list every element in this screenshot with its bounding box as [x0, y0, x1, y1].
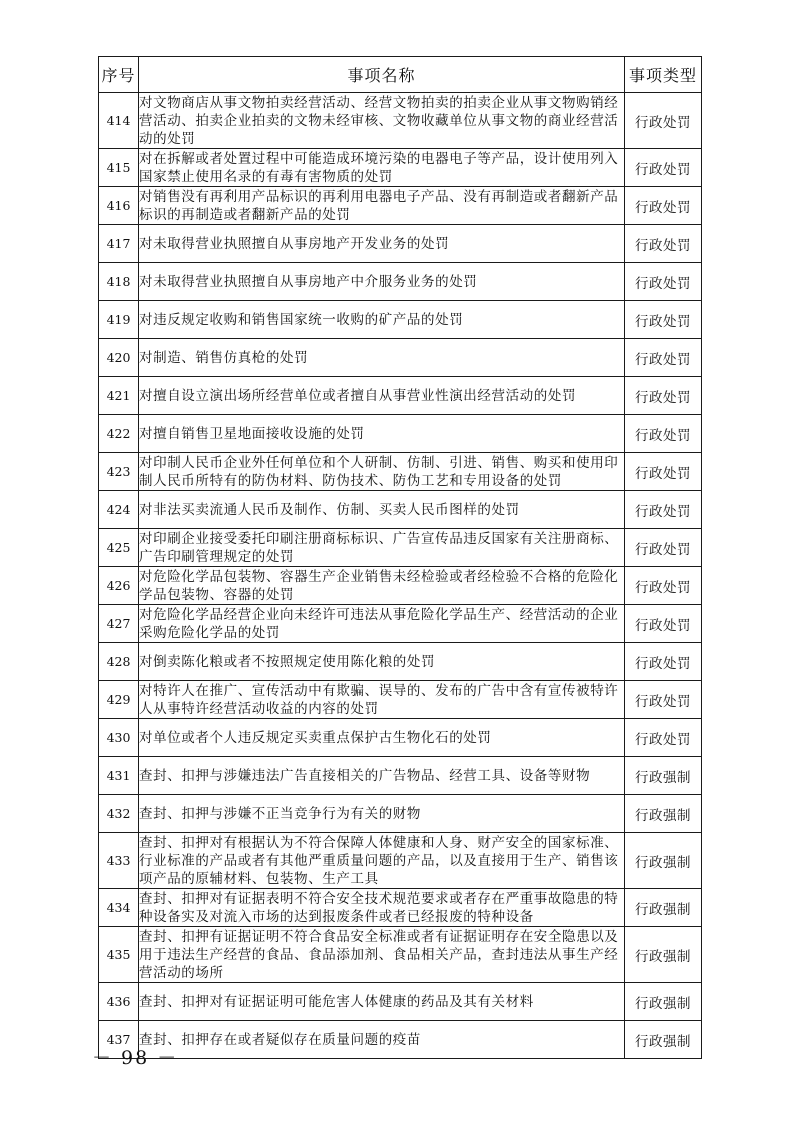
row-number: 434: [99, 889, 139, 927]
table-row: [99, 567, 702, 605]
item-type: 行政强制: [625, 1021, 702, 1059]
table-row: [99, 225, 702, 263]
row-number: 428: [99, 643, 139, 681]
item-name: 查封、扣押对有证据证明可能危害人体健康的药品及其有关材料: [139, 983, 625, 1021]
item-name: 对未取得营业执照擅自从事房地产开发业务的处罚: [139, 225, 625, 263]
row-number: 417: [99, 225, 139, 263]
table-row: [99, 263, 702, 301]
table-row: [99, 149, 702, 187]
item-name: 查封、扣押有证据证明不符合食品安全标准或者有证据证明存在安全隐患以及用于违法生产经营的食品、食品添加剂、食品相关产品，查封违法从事生产经营活动的场所: [139, 927, 625, 983]
item-type: 行政强制: [625, 983, 702, 1021]
table-row: [99, 339, 702, 377]
table-row: [99, 833, 702, 889]
table-row: [99, 605, 702, 643]
item-type: 行政处罚: [625, 339, 702, 377]
item-name: 查封、扣押与涉嫌违法广告直接相关的广告物品、经营工具、设备等财物: [139, 757, 625, 795]
table-row: [99, 681, 702, 719]
row-number: 423: [99, 453, 139, 491]
row-number: 437: [99, 1021, 139, 1059]
item-name: 对制造、销售仿真枪的处罚: [139, 339, 625, 377]
row-number: 425: [99, 529, 139, 567]
item-type: 行政处罚: [625, 263, 702, 301]
row-number: 429: [99, 681, 139, 719]
item-name: 对单位或者个人违反规定买卖重点保护古生物化石的处罚: [139, 719, 625, 757]
item-name: 对倒卖陈化粮或者不按照规定使用陈化粮的处罚: [139, 643, 625, 681]
table-row: [99, 453, 702, 491]
header-name: 事项名称: [139, 57, 625, 93]
table-row: [99, 757, 702, 795]
table-row: [99, 301, 702, 339]
item-type: 行政处罚: [625, 491, 702, 529]
row-number: 418: [99, 263, 139, 301]
row-number: 435: [99, 927, 139, 983]
item-type: 行政强制: [625, 889, 702, 927]
header-type: 事项类型: [625, 57, 702, 93]
item-name: 对擅自设立演出场所经营单位或者擅自从事营业性演出经营活动的处罚: [139, 377, 625, 415]
table-row: [99, 927, 702, 983]
page-number: － 98 －: [92, 1047, 179, 1069]
table-row: [99, 529, 702, 567]
item-name: 对未取得营业执照擅自从事房地产中介服务业务的处罚: [139, 263, 625, 301]
row-number: 415: [99, 149, 139, 187]
item-type: 行政处罚: [625, 377, 702, 415]
item-type: 行政处罚: [625, 187, 702, 225]
row-number: 430: [99, 719, 139, 757]
row-number: 424: [99, 491, 139, 529]
table-body: [99, 93, 702, 1059]
item-name: 对文物商店从事文物拍卖经营活动、经营文物拍卖的拍卖企业从事文物购销经营活动、拍卖企业拍卖的文物未经审核、文物收藏单位从事文物的商业经营活动的处罚: [139, 93, 625, 149]
row-number: 427: [99, 605, 139, 643]
row-number: 431: [99, 757, 139, 795]
item-name: 对危险化学品经营企业向未经许可违法从事危险化学品生产、经营活动的企业采购危险化学品的处罚: [139, 605, 625, 643]
table-row: [99, 491, 702, 529]
table-row: [99, 795, 702, 833]
table-row: [99, 643, 702, 681]
item-name: 对在拆解或者处置过程中可能造成环境污染的电器电子等产品，设计使用列入国家禁止使用名录的有毒有害物质的处罚: [139, 149, 625, 187]
item-type: 行政强制: [625, 795, 702, 833]
item-type: 行政处罚: [625, 719, 702, 757]
table-row: [99, 187, 702, 225]
item-type: 行政强制: [625, 927, 702, 983]
item-name: 对非法买卖流通人民币及制作、仿制、买卖人民币图样的处罚: [139, 491, 625, 529]
item-name: 对危险化学品包装物、容器生产企业销售未经检验或者经检验不合格的危险化学品包装物、容器的处罚: [139, 567, 625, 605]
item-type: 行政处罚: [625, 149, 702, 187]
row-number: 426: [99, 567, 139, 605]
row-number: 422: [99, 415, 139, 453]
item-name: 查封、扣押对有证据表明不符合安全技术规范要求或者存在严重事故隐患的特种设备实及对流入市场的达到报废条件或者已经报废的特种设备: [139, 889, 625, 927]
header-no: 序号: [99, 57, 139, 93]
item-name: 对擅自销售卫星地面接收设施的处罚: [139, 415, 625, 453]
row-number: 421: [99, 377, 139, 415]
table-row: [99, 93, 702, 149]
item-name: 对违反规定收购和销售国家统一收购的矿产品的处罚: [139, 301, 625, 339]
item-type: 行政处罚: [625, 681, 702, 719]
item-name: 对印制人民币企业外任何单位和个人研制、仿制、引进、销售、购买和使用印制人民币所特有的防伪材料、防伪技术、防伪工艺和专用设备的处罚: [139, 453, 625, 491]
item-name: 查封、扣押存在或者疑似存在质量问题的疫苗: [139, 1021, 625, 1059]
table-row: [99, 377, 702, 415]
item-type: 行政处罚: [625, 567, 702, 605]
row-number: 416: [99, 187, 139, 225]
table-row: [99, 1021, 702, 1059]
item-type: 行政处罚: [625, 93, 702, 149]
item-name: 查封、扣押与涉嫌不正当竞争行为有关的财物: [139, 795, 625, 833]
row-number: 419: [99, 301, 139, 339]
item-name: 查封、扣押对有根据认为不符合保障人体健康和人身、财产安全的国家标准、行业标准的产品或者有其他严重质量问题的产品，以及直接用于生产、销售该项产品的原辅材料、包装物、生产工具: [139, 833, 625, 889]
item-type: 行政处罚: [625, 605, 702, 643]
item-type: 行政处罚: [625, 225, 702, 263]
table-row: [99, 983, 702, 1021]
row-number: 414: [99, 93, 139, 149]
row-number: 420: [99, 339, 139, 377]
item-name: 对印刷企业接受委托印刷注册商标标识、广告宣传品违反国家有关注册商标、广告印刷管理规定的处罚: [139, 529, 625, 567]
row-number: 432: [99, 795, 139, 833]
item-type: 行政处罚: [625, 415, 702, 453]
item-name: 对销售没有再利用产品标识的再利用电器电子产品、没有再制造或者翻新产品标识的再制造或者翻新产品的处罚: [139, 187, 625, 225]
table-row: [99, 415, 702, 453]
row-number: 436: [99, 983, 139, 1021]
item-type: 行政强制: [625, 833, 702, 889]
item-type: 行政强制: [625, 757, 702, 795]
table-row: [99, 719, 702, 757]
item-name: 对特许人在推广、宣传活动中有欺骗、误导的、发布的广告中含有宣传被特许人从事特许经营活动收益的内容的处罚: [139, 681, 625, 719]
item-type: 行政处罚: [625, 453, 702, 491]
table-row: [99, 889, 702, 927]
items-table: [98, 56, 702, 1059]
item-type: 行政处罚: [625, 643, 702, 681]
item-type: 行政处罚: [625, 529, 702, 567]
item-type: 行政处罚: [625, 301, 702, 339]
table-header-row: [99, 57, 702, 93]
row-number: 433: [99, 833, 139, 889]
